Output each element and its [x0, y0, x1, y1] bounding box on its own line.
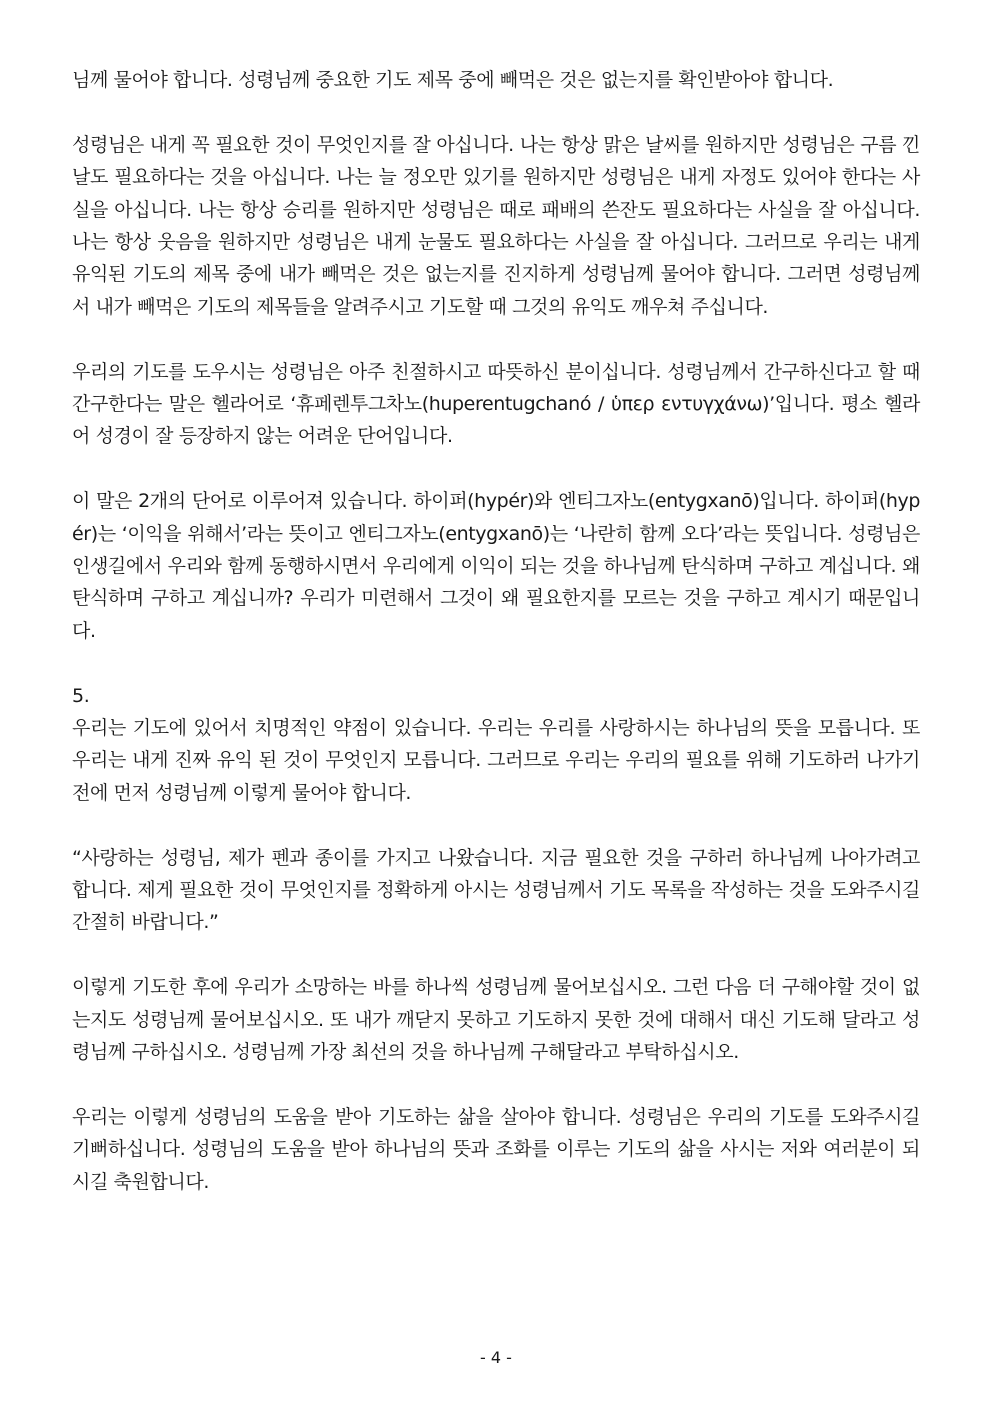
paragraph: 성령님은 내게 꼭 필요한 것이 무엇인지를 잘 아십니다. 나는 항상 맑은 날씨를 원하지만 성령님은 구름 낀 날도 필요하다는 것을 아십니다. 나는 늘 정오만 있기를 원하지만 성령님은 내게 자정도 있어야 한다는 사실을 아십니다. 나는 항상 승리를 원하지만 성령님은 때로 패배의 쓴잔도 필요하다는 사실을 잘 아십니다. 나는 항상 웃음을 원하지만 성령님은 내게 눈물도 필요하다는 사실을 잘 아십니다. 그러므로 우리는 내게 유익된 기도의 제목 중에 내가 빼먹은 것은 없는지를 진지하게 성령님께 물어야 합니다. 그러면 성령님께서 내가 빼먹은 기도의 제목들을 알려주시고 기도할 때 그것의 유익도 깨우쳐 주십니다. — [72, 133, 920, 318]
paragraph: 이 말은 2개의 단어로 이루어져 있습니다. 하이퍼(hypér)와 엔티그자노(entygxanō)입니다. 하이퍼(hypér)는 ‘이익을 위해서’라는 뜻이고 엔티그자노(entygxanō)는 ‘나란히 함께 오다’라는 뜻입니다. 성령님은 인생길에서 우리와 함께 동행하시면서 우리에게 이익이 되는 것을 하나님께 탄식하며 구하고 계십니다. 왜 탄식하며 구하고 계십니까? 우리가 미련해서 그것이 왜 필요한지를 모르는 것을 구하고 계시기 때문입니다. — [72, 490, 920, 642]
document-page — [72, 64, 920, 1231]
paragraph: 우리는 이렇게 성령님의 도움을 받아 기도하는 삶을 살아야 합니다. 성령님은 우리의 기도를 도와주시길 기뻐하십니다. 성령님의 도움을 받아 하나님의 뜻과 조화를 이루는 기도의 삶을 사시는 저와 여러분이 되시길 축원합니다. — [72, 1105, 920, 1193]
paragraph: 님께 물어야 합니다. 성령님께 중요한 기도 제목 중에 빼먹은 것은 없는지를 확인받아야 합니다. — [72, 69, 834, 91]
paragraph: 우리는 기도에 있어서 치명적인 약점이 있습니다. 우리는 우리를 사랑하시는 하나님의 뜻을 모릅니다. 또 우리는 내게 진짜 유익 된 것이 무엇인지 모릅니다. 그러므로 우리는 우리의 필요를 위해 기도하러 나가기 전에 먼저 성령님께 이렇게 물어야 합니다. — [72, 717, 920, 804]
paragraph: 이렇게 기도한 후에 우리가 소망하는 바를 하나씩 성령님께 물어보십시오. 그런 다음 더 구해야할 것이 없는지도 성령님께 물어보십시오. 또 내가 깨닫지 못하고 기도하지 못한 것에 대해서 대신 기도해 달라고 성령님께 구하십시오. 성령님께 가장 최선의 것을 하나님께 구해달라고 부탁하십시오. — [72, 976, 920, 1064]
page-number: - 4 - — [480, 1348, 512, 1367]
quoted-prayer: “사랑하는 성령님, 제가 펜과 종이를 가지고 나왔습니다. 지금 필요한 것을 구하러 하나님께 나아가려고 합니다. 제게 필요한 것이 무엇인지를 정확하게 아시는 성령님께서 기도 목록을 작성하는 것을 도와주시길 간절히 바랍니다.” — [72, 846, 920, 934]
paragraph: 우리의 기도를 도우시는 성령님은 아주 친절하시고 따뜻하신 분이십니다. 성령님께서 간구하신다고 할 때 간구한다는 말은 헬라어로 ‘휴페렌투그차노(huperentugchanó / ὑπερ εντυγχάνω)’입니다. 평소 헬라어 성경이 잘 등장하지 않는 어려운 단어입니다. — [72, 360, 920, 448]
section-number: 5. — [72, 684, 90, 707]
